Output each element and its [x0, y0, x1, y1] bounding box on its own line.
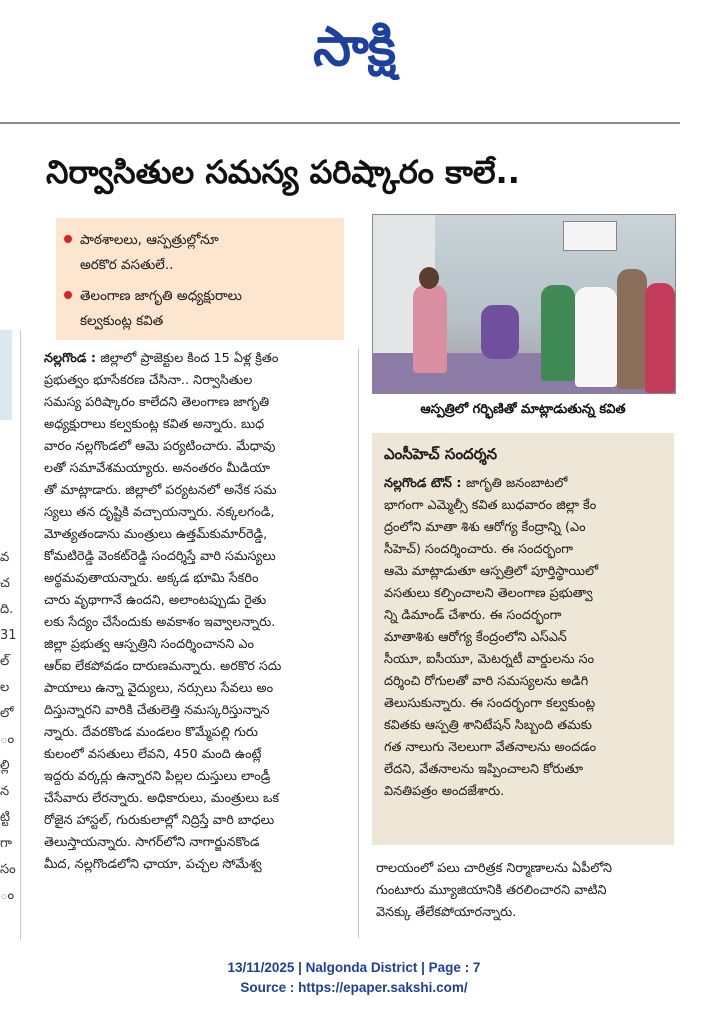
text-line: రాలయంలో పలు చారిత్రక నిర్మాణాలను ఏపీలోని	[376, 861, 613, 876]
side-article-title: ఎంసీహెచ్ సందర్శన	[384, 445, 498, 463]
adjacent-shaded-band	[0, 330, 12, 420]
masthead-divider	[0, 122, 680, 124]
adjacent-article-fragment	[0, 330, 21, 940]
text-line: సీహెచ్) సందర్శించారు. ఈ సందర్భంగా	[384, 542, 574, 557]
adjacent-text-fragment: ది.	[0, 602, 14, 617]
text-line: చేసేవారు లేరన్నారు. అధికారులు, మంత్రులు ఒక	[44, 791, 280, 806]
photo-person-6	[645, 283, 675, 393]
bullet-icon	[64, 235, 72, 243]
text-line: అర్థమవుతాయన్నారు. అక్కడ భూమి సేకరిం	[44, 571, 259, 586]
footer-date-line: 13/11/2025 | Nalgonda District | Page : 7	[227, 960, 481, 975]
text-line: న్నారు. దేవరకొండ మండలం కొమ్మేపల్లి గురు	[44, 725, 258, 740]
highlight-line: అరకొర వసతులే..	[80, 257, 174, 273]
text-line: సీయూ, ఐసీయూ, మెటర్నటీ వార్డులను సం	[384, 652, 595, 667]
text-line: మాతాశిశు ఆరోగ్య కేంద్రంలోని ఎస్ఎన్	[384, 630, 567, 645]
photo-person-3	[541, 285, 575, 381]
text-line: దిస్తున్నారని వారికి చేతులెత్తి నమస్కరిస్తున్నాన	[44, 703, 270, 718]
adjacent-text-fragment: ట్టి	[0, 810, 11, 825]
dateline: నల్లగొండ టౌన్ :	[384, 476, 466, 491]
text-line: కోమటిరెడ్డి వెంకట్‌రెడ్డి సందర్శిస్తే వారి సమస్యలు	[44, 549, 276, 564]
main-article-continuation	[376, 858, 674, 924]
photo-sign	[563, 221, 617, 251]
text-line: ఇద్దరు వర్కర్లు ఉన్నారని పిల్లల దుస్తులు లాండ్రీ	[44, 769, 271, 784]
photo-person-1	[413, 285, 447, 373]
adjacent-text-fragment: ల్లి	[0, 758, 10, 773]
adjacent-text-fragment: న	[0, 784, 10, 799]
adjacent-text-fragment: ం	[0, 888, 15, 903]
adjacent-text-fragment: 31	[0, 628, 17, 643]
photo-person-4	[575, 287, 617, 387]
text-line: తెలుసుకున్నారు. ఈ సందర్భంగా కల్వకుంట్ల	[384, 696, 596, 711]
highlight-item	[64, 228, 334, 278]
adjacent-text-fragment: ం	[0, 732, 15, 747]
text-line: లేదని, వేతనాలను ఇప్పించాలని కోరుతూ	[384, 762, 583, 777]
text-line: వినతిపత్రం అందజేశారు.	[384, 784, 505, 799]
photo-person-2	[481, 305, 519, 359]
photo-head-1	[419, 267, 439, 289]
text-line: అధ్యక్షురాలు కల్వకుంట్ల కవిత అన్నారు. బుధ	[44, 417, 265, 432]
highlight-line: పాఠశాలలు, ఆస్పత్రుల్లోనూ	[80, 232, 219, 248]
masthead-logo: సాక్షి	[313, 15, 395, 78]
text-line: పాయాలు ఉన్నా వైద్యులు, నర్సులు సేవలు అం	[44, 681, 274, 696]
photo-caption: ఆస్పత్రిలో గర్భిణితో మాట్లాడుతున్న కవిత	[420, 402, 626, 417]
highlight-line: తెలంగాణ జాగృతి అధ్యక్షురాలు	[80, 288, 242, 304]
text-line: వెనక్కు తేలేకపోయారన్నారు.	[376, 905, 517, 920]
adjacent-text-fragment: ల్	[0, 654, 10, 669]
text-line: ప్రభుత్వం భూసేకరణ చేసినా.. నిర్వాసితుల	[44, 373, 253, 388]
text-line: గత నాలుగు నెలలుగా వేతనాలను అందడం	[384, 740, 597, 755]
text-line: న్ని డిమాండ్ చేశారు. ఈ సందర్భంగా	[384, 608, 562, 623]
text-line: లకు సేద్యం చేసేందుకు అవకాశం ఇవ్వాలన్నారు.	[44, 615, 276, 630]
news-photo	[372, 214, 676, 394]
side-article-box	[372, 433, 674, 845]
main-article	[44, 348, 359, 938]
text-line: వారం నల్లగొండలో ఆమె పర్యటించారు. మేధావు	[44, 439, 276, 454]
photo-person-5	[617, 269, 647, 389]
text-line	[384, 473, 666, 495]
text-line: రోజైన హాస్టల్, గురుకులాల్లో నిద్రిస్తే వారి బాధలు	[44, 813, 275, 828]
text-line-body: జిల్లాలో ప్రాజెక్టుల కింద 15 ఏళ్ల క్రితం	[100, 351, 279, 366]
text-line: జిల్లా ప్రభుత్వ ఆస్పత్రిని సందర్శించానని ఎం	[44, 637, 254, 652]
bullet-icon	[64, 291, 72, 299]
text-line-body: జాగృతి జనంబాటలో	[465, 476, 568, 491]
headline: నిర్వాసితుల సమస్య పరిష్కారం కాలే..	[46, 153, 520, 191]
text-line: మీద, నల్లగొండలోని ఛాయా, పచ్చల సోమేశ్వ	[44, 857, 262, 872]
adjacent-text-fragment: ల	[0, 680, 10, 695]
adjacent-text-fragment: గా	[0, 836, 12, 851]
text-line: ఆర్‌ఐ లేకపోవడం దారుణమన్నారు. అరకొర సదు	[44, 659, 282, 674]
text-line: కులంలో వసతులు లేవని, 450 మంది ఉంట్లే	[44, 747, 262, 762]
text-line	[44, 348, 352, 370]
text-line: మోత్యతండాను మంత్రులు ఉత్తమ్‌కుమార్‌రెడ్డి,	[44, 527, 268, 542]
highlight-line: కల్వకుంట్ల కవిత	[80, 313, 164, 329]
text-line: తెలుస్తాయన్నారు. సాగర్‌లోని నాగార్జునకొండ	[44, 835, 260, 850]
text-line: లతో సమావేశమయ్యారు. అనంతరం మీడియా	[44, 461, 270, 476]
highlights-box	[56, 218, 344, 340]
text-line: భాగంగా ఎమ్మెల్సీ కవిత బుధవారం జిల్లా కేం	[384, 498, 597, 513]
highlight-item	[64, 284, 334, 334]
dateline: నల్లగొండ :	[44, 351, 101, 366]
text-line: వసతులు కల్పించాలని తెలంగాణ ప్రభుత్వా	[384, 586, 593, 601]
text-line: ద్రంలోని మాతా శిశు ఆరోగ్య కేంద్రాన్ని (ఎం	[384, 520, 586, 535]
adjacent-text-fragment: చ	[0, 576, 10, 591]
text-line: దర్శించి రోగులతో వారి సమస్యలను అడిగి	[384, 674, 589, 689]
text-line: చారు వృథాగానే ఉందని, అలాంటప్పుడు రైతు	[44, 593, 267, 608]
adjacent-text-fragment: లో	[0, 706, 14, 721]
footer-source-line: Source : https://epaper.sakshi.com/	[240, 980, 468, 995]
page-footer	[0, 958, 708, 998]
adjacent-text-fragment: వ	[0, 550, 10, 565]
text-line: ఆమె మాట్లాడుతూ ఆస్పత్రిలో పూర్తిస్థాయిలో	[384, 564, 599, 579]
text-line: స్యలు తన దృష్టికి వచ్చాయన్నారు. నక్కలగండి,	[44, 505, 275, 520]
text-line: కవితకు ఆస్పత్రి శానిటేషన్ సిబ్బంది తమకు	[384, 718, 592, 733]
text-line: గుంటూరు మ్యూజియానికి తరలించారని వాటిని	[376, 883, 607, 898]
text-line: సమస్య పరిష్కారం కాలేదని తెలంగాణ జాగృతి	[44, 395, 270, 410]
text-line: తో మాట్లాడారు. జిల్లాలో పర్యటనలో అనేక సమ	[44, 483, 277, 498]
adjacent-text-fragment: సం	[0, 862, 16, 877]
